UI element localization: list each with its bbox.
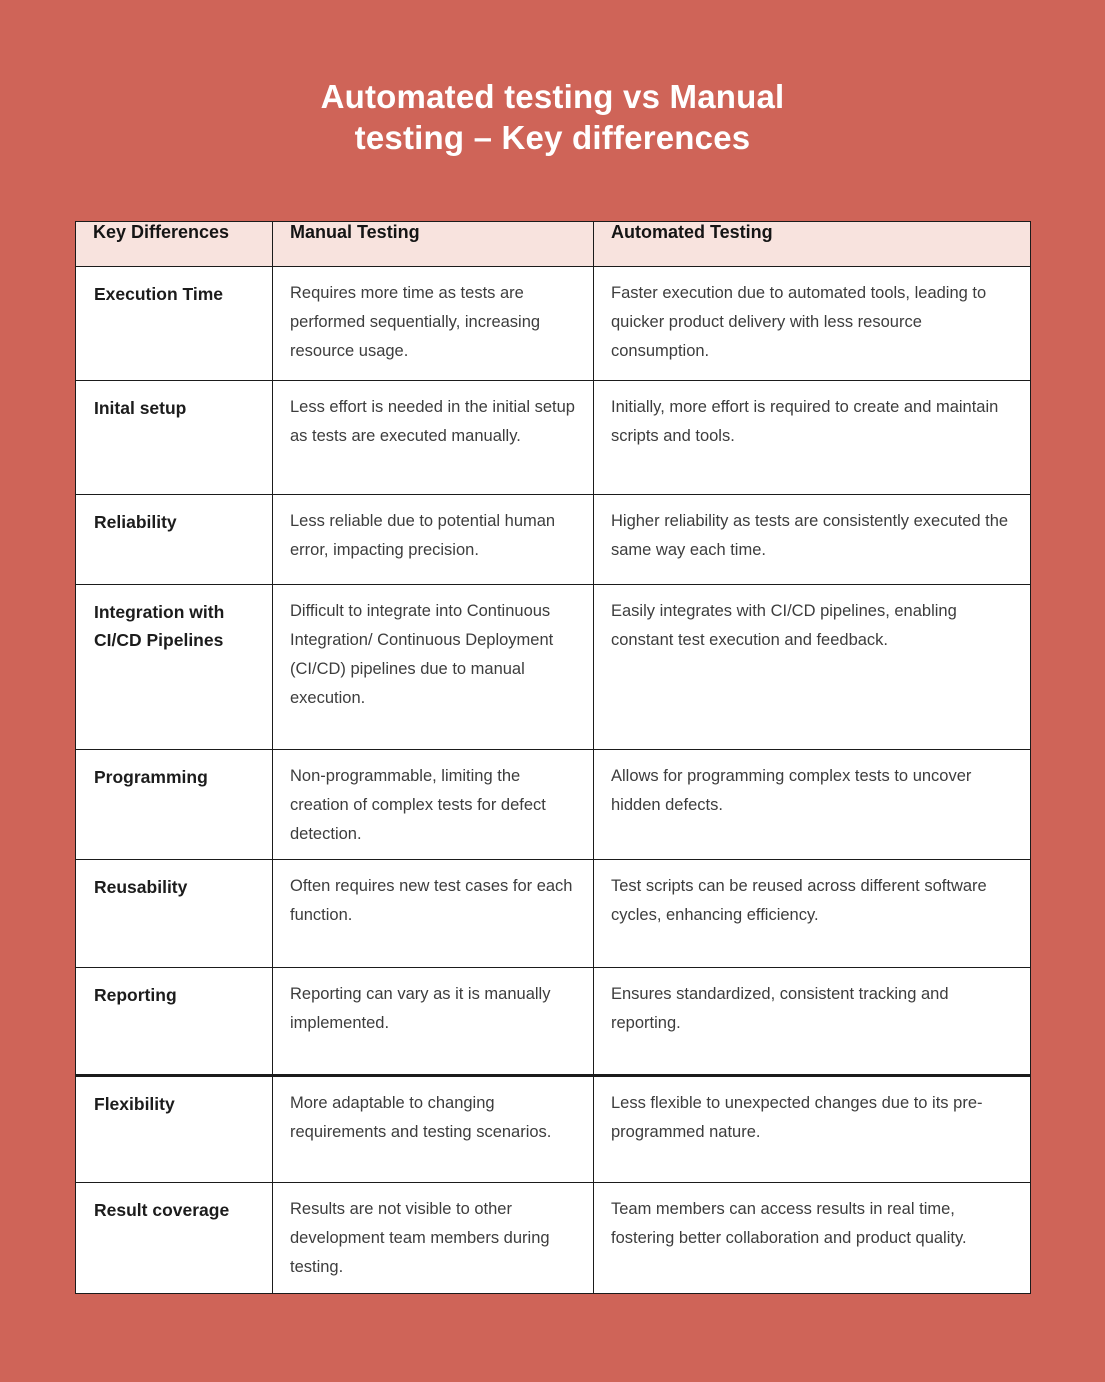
manual-cell: Less effort is needed in the initial setup as tests are executed manually. xyxy=(273,381,594,495)
header-key-differences: Key Differences xyxy=(76,222,273,267)
table-header-row xyxy=(76,222,1031,267)
manual-cell: Less reliable due to potential human error, impacting precision. xyxy=(273,495,594,585)
comparison-table-container xyxy=(75,221,1030,1294)
comparison-table xyxy=(75,221,1031,1294)
manual-cell: Non-programmable, limiting the creation of complex tests for defect detection. xyxy=(273,750,594,860)
table-row xyxy=(76,585,1031,750)
table-row xyxy=(76,968,1031,1076)
table-row xyxy=(76,1183,1031,1294)
manual-cell: Often requires new test cases for each function. xyxy=(273,860,594,968)
automated-cell: Higher reliability as tests are consistently executed the same way each time. xyxy=(594,495,1031,585)
manual-cell: Difficult to integrate into Continuous Integration/ Continuous Deployment (CI/CD) pipelines due to manual execution. xyxy=(273,585,594,750)
automated-cell: Test scripts can be reused across different software cycles, enhancing efficiency. xyxy=(594,860,1031,968)
table-row xyxy=(76,381,1031,495)
automated-cell: Ensures standardized, consistent tracking and reporting. xyxy=(594,968,1031,1076)
automated-cell: Easily integrates with CI/CD pipelines, enabling constant test execution and feedback. xyxy=(594,585,1031,750)
table-row xyxy=(76,750,1031,860)
page-title-line2: testing – Key differences xyxy=(354,119,751,156)
table-row xyxy=(76,1076,1031,1183)
header-manual-testing: Manual Testing xyxy=(273,222,594,267)
row-label: Integration with CI/CD Pipelines xyxy=(76,585,273,750)
manual-cell: Reporting can vary as it is manually implemented. xyxy=(273,968,594,1076)
header-automated-testing: Automated Testing xyxy=(594,222,1031,267)
automated-cell: Initially, more effort is required to create and maintain scripts and tools. xyxy=(594,381,1031,495)
row-label: Reliability xyxy=(76,495,273,585)
row-label: Reporting xyxy=(76,968,273,1076)
table-row xyxy=(76,860,1031,968)
automated-cell: Allows for programming complex tests to uncover hidden defects. xyxy=(594,750,1031,860)
automated-cell: Team members can access results in real time, fostering better collaboration and product quality. xyxy=(594,1183,1031,1294)
page-title xyxy=(0,76,1105,158)
row-label: Result coverage xyxy=(76,1183,273,1294)
manual-cell: More adaptable to changing requirements and testing scenarios. xyxy=(273,1076,594,1183)
page-title-line1: Automated testing vs Manual xyxy=(320,78,785,115)
manual-cell: Requires more time as tests are performed sequentially, increasing resource usage. xyxy=(273,267,594,381)
automated-cell: Faster execution due to automated tools, leading to quicker product delivery with less resource consumption. xyxy=(594,267,1031,381)
row-label: Programming xyxy=(76,750,273,860)
row-label: Inital setup xyxy=(76,381,273,495)
table-row xyxy=(76,495,1031,585)
table-row xyxy=(76,267,1031,381)
manual-cell: Results are not visible to other development team members during testing. xyxy=(273,1183,594,1294)
row-label: Reusability xyxy=(76,860,273,968)
row-label: Flexibility xyxy=(76,1076,273,1183)
automated-cell: Less flexible to unexpected changes due to its pre-programmed nature. xyxy=(594,1076,1031,1183)
row-label: Execution Time xyxy=(76,267,273,381)
